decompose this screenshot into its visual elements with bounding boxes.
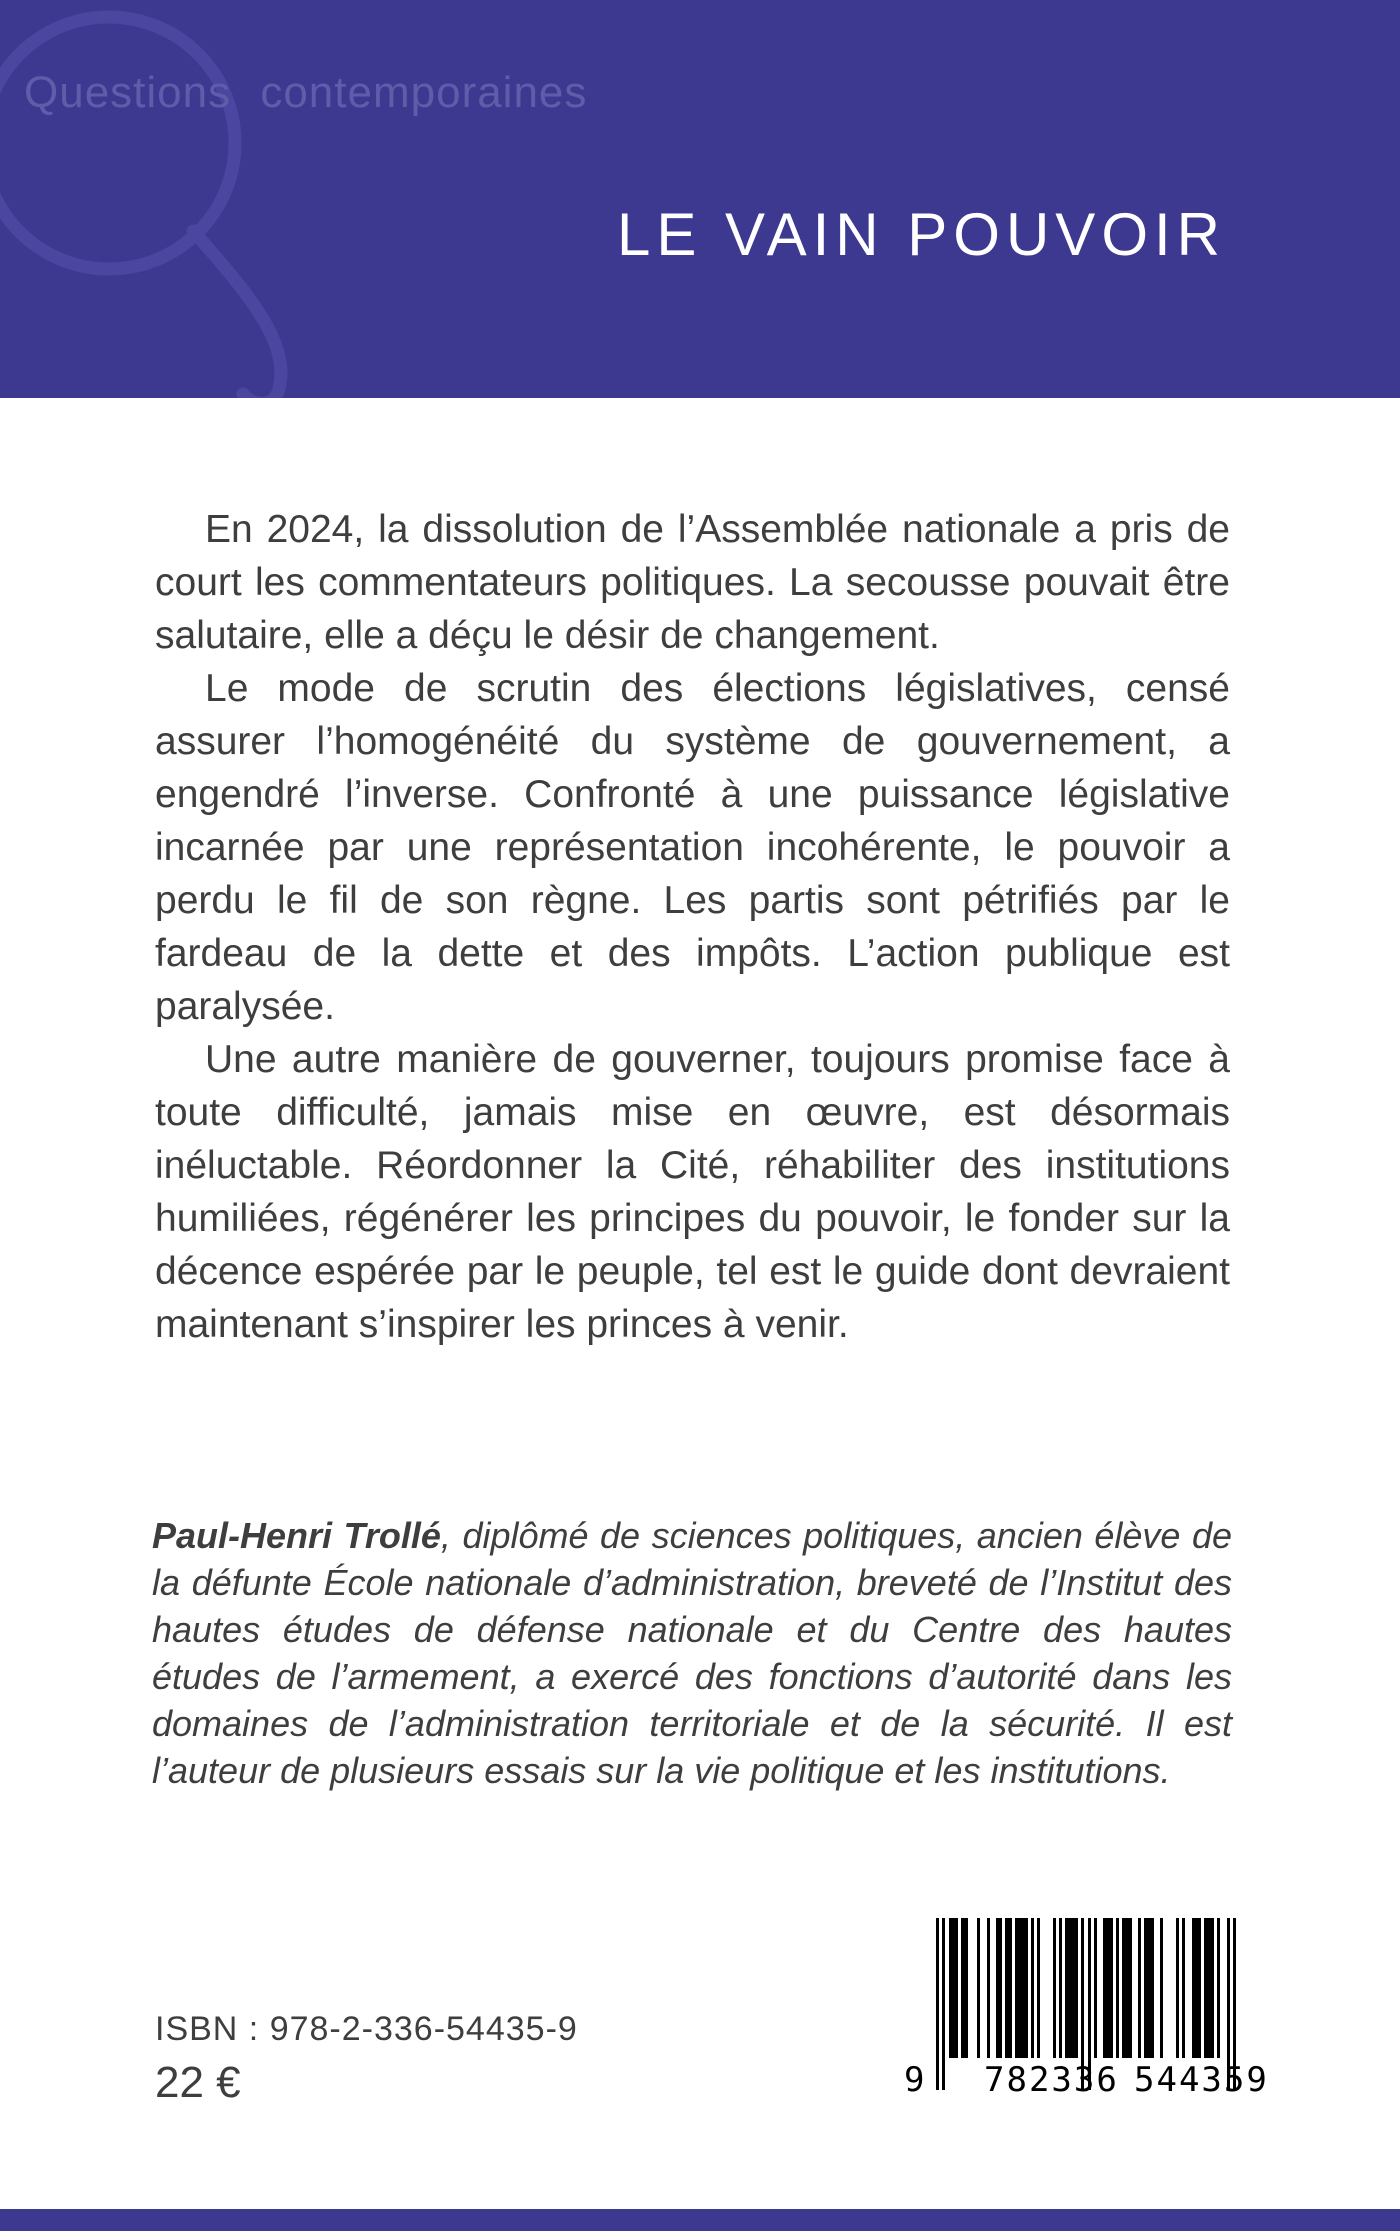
author-bio-paragraph [152, 1512, 1232, 1794]
synopsis-paragraph-2: Le mode de scrutin des élections législatives, censé assurer l’homogénéité du système de gouvernement, a engendré l’inverse. Confronté à une puissance législative incarnée par une représentation incohérente, le pouvoir a perdu le fil de son règne. Les partis sont pétrifiés par le fardeau de la dette et des impôts. L’action publique est paralysée. [155, 667, 1230, 1028]
barcode-digits-left: 782336 [984, 2060, 1119, 2100]
barcode-digits-right: 544359 [1134, 2060, 1269, 2100]
barcode-digit-first: 9 [904, 2060, 925, 2100]
top-band [0, 0, 1400, 398]
synopsis-paragraph-3: Une autre manière de gouverner, toujours promise face à toute difficulté, jamais mise en œuvre, est désormais inéluctable. Réordonner la Cité, réhabiliter des institutions humiliées, régénérer les principes du pouvoir, le fonder sur la décence espérée par le peuple, tel est le guide dont devraient maintenant s’inspirer les princes à venir. [155, 1038, 1230, 1346]
author-bio [152, 1512, 1232, 1794]
barcode-digits [900, 2056, 1269, 2108]
price: 22 € [155, 2058, 241, 2107]
q-watermark-icon [0, 0, 460, 398]
isbn: ISBN : 978-2-336-54435-9 [155, 2010, 578, 2048]
author-bio-text: , diplômé de sciences politiques, ancien élève de la défunte École nationale d’administration, breveté de l’Institut des hautes études de défense nationale et du Centre des hautes études de l’armement, a exercé des fonctions d’autorité dans les domaines de l’administration territoriale et de la sécurité. Il est l’auteur de plusieurs essais sur la vie politique et les institutions. [152, 1515, 1232, 1791]
barcode [900, 1918, 1269, 2110]
bottom-strip [0, 2209, 1400, 2231]
book-title: LE VAIN POUVOIR [616, 201, 1226, 268]
collection-name: Questions contemporaines [24, 68, 588, 117]
author-name: Paul-Henri Trollé [152, 1515, 441, 1556]
synopsis-paragraph-1: En 2024, la dissolution de l’Assemblée nationale a pris de court les commentateurs politiques. La secousse pouvait être salutaire, elle a déçu le désir de changement. [155, 508, 1230, 657]
synopsis [155, 503, 1230, 1351]
